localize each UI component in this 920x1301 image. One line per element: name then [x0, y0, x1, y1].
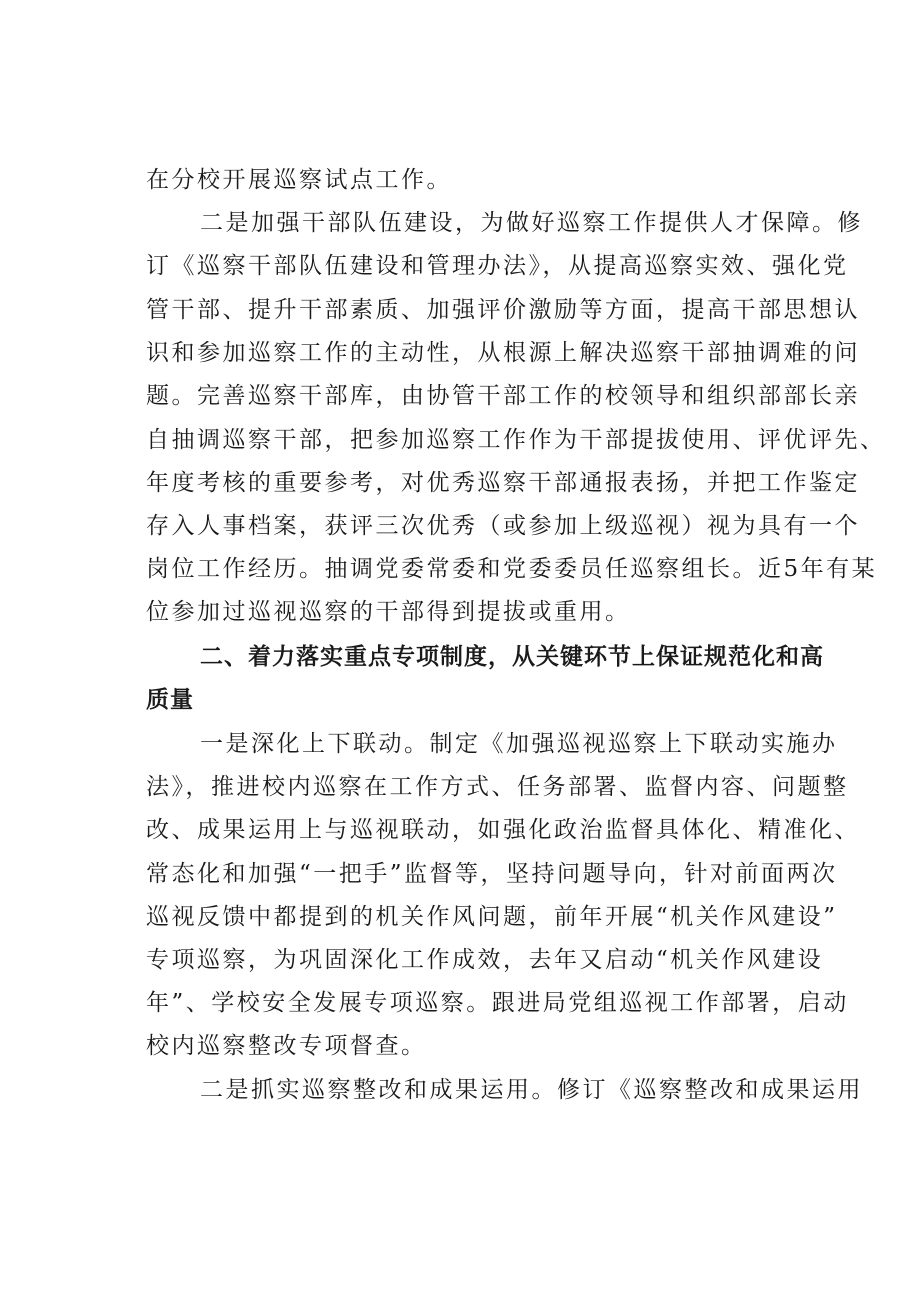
body-text-line: 专项巡察，为巩固深化工作成效，去年又启动“机关作风建设 — [146, 947, 824, 973]
body-text-line: 题。完善巡察干部库，由协管干部工作的校领导和组织部部长亲 — [146, 383, 860, 409]
body-text-line: 订《巡察干部队伍建设和管理办法》，从提高巡察实效、强化党 — [146, 253, 849, 279]
section-heading-continued: 质量 — [146, 687, 194, 713]
paragraph-first-line: 一是深化上下联动。制定《加强巡视巡察上下联动实施办 — [200, 731, 838, 757]
body-text-line: 年度考核的重要参考，对优秀巡察干部通报表扬，并把工作鉴定 — [146, 470, 860, 496]
body-text-line: 岗位工作经历。抽调党委常委和党委委员任巡察组长。近5年有某 — [146, 556, 878, 582]
body-text-line: 存入人事档案，获评三次优秀（或参加上级巡视）视为具有一个 — [146, 513, 860, 539]
body-text-line: 年”、学校安全发展专项巡察。跟进局党组巡视工作部署，启动 — [146, 990, 849, 1016]
body-text-line: 识和参加巡察工作的主动性，从根源上解决巡察干部抽调难的问 — [146, 340, 860, 366]
body-text-line: 改、成果运用上与巡视联动，如强化政治监督具体化、精准化、 — [146, 817, 860, 843]
body-text-line: 校内巡察整改专项督查。 — [146, 1033, 427, 1059]
paragraph-first-line: 二是抓实巡察整改和成果运用。修订《巡察整改和成果运用 — [200, 1077, 863, 1103]
body-text-line: 管干部、提升干部素质、加强评价激励等方面，提高干部思想认 — [146, 297, 860, 323]
body-text-line: 位参加过巡视巡察的干部得到提拔或重用。 — [146, 599, 631, 625]
body-text-line: 常态化和加强“一把手”监督等，坚持问题导向，针对前面两次 — [146, 861, 838, 887]
body-text-line: 自抽调巡察干部，把参加巡察工作作为干部提拔使用、评优评先、 — [146, 427, 886, 453]
body-text-line: 法》，推进校内巡察在工作方式、任务部署、监督内容、问题整 — [146, 774, 849, 800]
body-text-line: 在分校开展巡察试点工作。 — [146, 167, 452, 193]
paragraph-first-line: 二是加强干部队伍建设，为做好巡察工作提供人才保障。修 — [200, 210, 863, 236]
section-heading: 二、着力落实重点专项制度，从关键环节上保证规范化和高 — [200, 644, 824, 670]
body-text-line: 巡视反馈中都提到的机关作风问题，前年开展“机关作风建设” — [146, 904, 838, 930]
